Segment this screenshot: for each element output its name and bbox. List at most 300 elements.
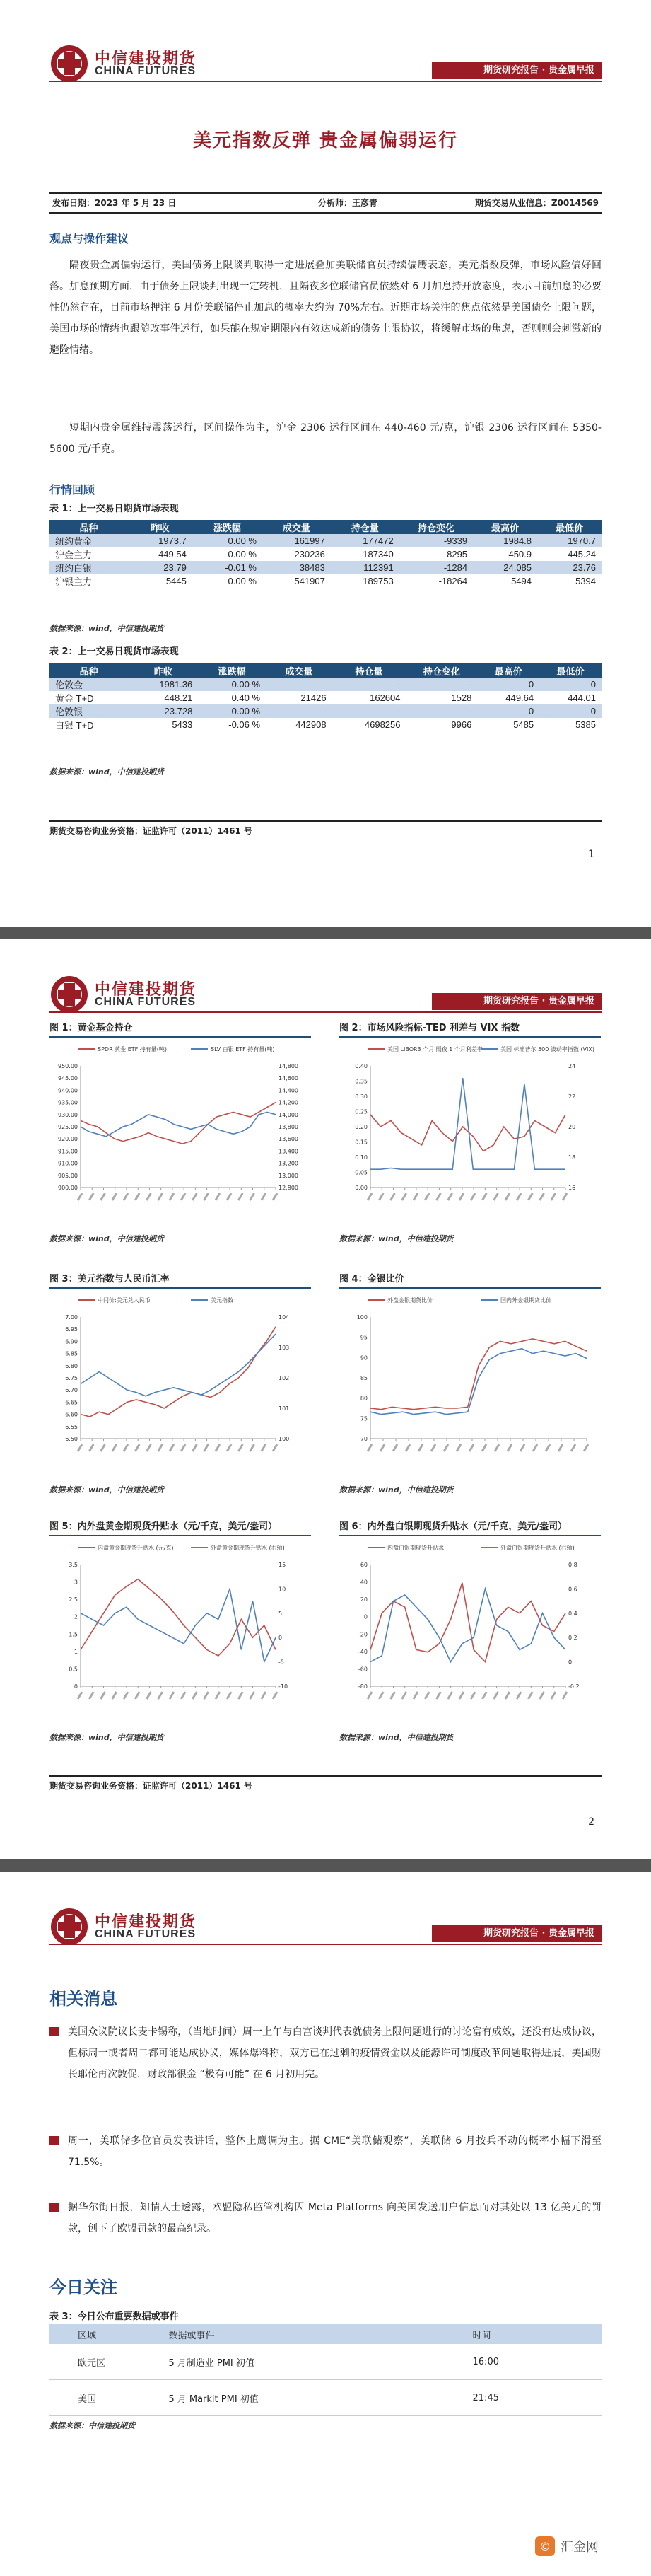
column-header: 持仓变化 xyxy=(399,520,473,534)
y2-tick-label: 13,800 xyxy=(278,1124,298,1130)
y-tick-label: 0.25 xyxy=(355,1108,368,1115)
chart-source: 数据来源：wind，中信建投期货 xyxy=(339,1234,454,1243)
y-tick-label: 905.00 xyxy=(58,1172,78,1179)
table-cell: 23.728 xyxy=(128,704,198,718)
x-tick-label-glyph xyxy=(227,1193,231,1200)
y-tick-label: 0.30 xyxy=(355,1093,368,1100)
table-cell: 1973.7 xyxy=(128,534,192,547)
table-cell: 162604 xyxy=(370,692,401,703)
x-tick-label-glyph xyxy=(112,1692,117,1699)
column-header: 最高价 xyxy=(477,663,539,678)
y-tick-label: 20 xyxy=(360,1596,368,1603)
table-row xyxy=(49,678,602,691)
y-tick-label: 0.15 xyxy=(355,1139,368,1146)
table-cell: 230236 xyxy=(294,549,325,559)
chart-source: 数据来源：wind，中信建投期货 xyxy=(49,1733,164,1742)
x-tick-label-glyph xyxy=(158,1444,163,1451)
watermark-text: 汇金网 xyxy=(561,2540,599,2555)
y-tick-label: 940.00 xyxy=(58,1087,78,1094)
report-type-banner: 期货研究报告 · 贵金属早报 xyxy=(432,1925,602,1942)
x-tick-label-glyph xyxy=(170,1444,174,1451)
table2-title: 表 2：上一交易日现货市场表现 xyxy=(49,646,179,657)
y2-tick-label: 0 xyxy=(568,1659,573,1666)
chart-title: 图 6：内外盘白银期现货升贴水（元/千克，美元/盎司） xyxy=(339,1519,601,1536)
legend-label: 中间价:美元兑人民币 xyxy=(98,1297,151,1304)
table-cell: 美国 xyxy=(49,2380,140,2416)
events-table xyxy=(49,2324,602,2416)
x-tick-label-glyph xyxy=(250,1193,254,1200)
x-tick-label-glyph xyxy=(100,1193,105,1200)
y-tick-label: 6.85 xyxy=(65,1350,78,1357)
y-tick-label: 2 xyxy=(74,1613,78,1620)
x-tick-label-glyph xyxy=(448,1193,452,1200)
x-tick-label-glyph xyxy=(204,1692,209,1699)
x-tick-label-glyph xyxy=(436,1193,440,1200)
series-line-2 xyxy=(370,1349,587,1415)
y2-tick-label: 0.6 xyxy=(568,1586,577,1593)
x-tick-label-glyph xyxy=(216,1193,220,1200)
chart-plot xyxy=(339,1538,601,1729)
chart-5 xyxy=(49,1519,311,1753)
table-cell: - xyxy=(332,704,406,718)
legend-label: 国内外金银期货比价 xyxy=(500,1297,551,1304)
y-tick-label: 0.05 xyxy=(355,1169,368,1176)
svg-text:©: © xyxy=(539,2540,551,2553)
table-cell: 16:00 xyxy=(332,2344,602,2380)
y-tick-label: 6.55 xyxy=(65,1423,78,1430)
table-cell: 448.21 xyxy=(164,692,193,703)
section-title-view: 观点与操作建议 xyxy=(49,232,129,245)
x-tick-label-glyph xyxy=(457,1444,461,1451)
table3-title: 表 3：今日公布重要数据或事件 xyxy=(49,2311,179,2322)
company-logo-icon xyxy=(49,1907,89,1946)
header-divider xyxy=(49,1944,602,1945)
page-separator xyxy=(0,927,651,939)
x-tick-label-glyph xyxy=(584,1444,588,1451)
column-header: 持仓量 xyxy=(332,663,406,678)
report-type-banner: 期货研究报告 · 贵金属早报 xyxy=(432,62,602,79)
column-header: 时间 xyxy=(332,2324,602,2344)
y2-tick-label: 13,000 xyxy=(278,1172,298,1179)
table-cell: 541907 xyxy=(294,576,325,586)
y2-tick-label: 13,400 xyxy=(278,1148,298,1155)
table-cell: 4698256 xyxy=(364,719,401,730)
y-tick-label: 0.5 xyxy=(69,1666,78,1673)
analyst: 分析师：王彦青 xyxy=(318,198,378,208)
y2-tick-label: 22 xyxy=(568,1093,576,1100)
y-tick-label: 0.10 xyxy=(355,1154,368,1161)
y2-tick-label: 20 xyxy=(568,1124,576,1130)
series-line-2 xyxy=(370,1078,565,1169)
table2-source: 数据来源：wind，中信建投期货 xyxy=(49,767,164,777)
table-cell: 5 月制造业 PMI 初值 xyxy=(140,2344,331,2380)
x-tick-label-glyph xyxy=(425,1692,429,1699)
table-cell: 0 xyxy=(539,704,602,718)
chart-plot xyxy=(339,1039,601,1230)
x-tick-label-glyph xyxy=(482,1444,486,1451)
table-cell: 442908 xyxy=(295,719,327,730)
page-3 xyxy=(0,1872,651,2576)
paragraph-view-2: 短期内贵金属维持震荡运行，区间操作为主，沪金 2306 运行区间在 440-460 元/克，沪银 2306 运行区间在 5350-5600 元/千克。 xyxy=(49,422,602,455)
header-divider xyxy=(49,1011,602,1013)
x-tick-label-glyph xyxy=(170,1193,174,1200)
x-tick-label-glyph xyxy=(436,1692,440,1699)
y2-tick-label: 13,200 xyxy=(278,1160,298,1167)
x-tick-label-glyph xyxy=(170,1692,174,1699)
table-row xyxy=(49,2380,602,2416)
page-header xyxy=(49,44,602,81)
x-tick-label-glyph xyxy=(444,1444,448,1451)
brand-name-en: CHINA FUTURES xyxy=(95,1928,197,1940)
x-tick-label-glyph xyxy=(368,1444,372,1451)
y-tick-label: 6.80 xyxy=(65,1362,78,1369)
x-tick-label-glyph xyxy=(482,1692,486,1699)
table-cell: 449.64 xyxy=(505,692,534,703)
x-tick-label-glyph xyxy=(379,1692,383,1699)
series-line-2 xyxy=(370,1589,565,1661)
x-tick-label-glyph xyxy=(124,1444,128,1451)
legend-label: 外盘金银期货比价 xyxy=(387,1297,433,1304)
chart-6 xyxy=(339,1519,601,1753)
legend-label: 外盘黄金期现货升贴水 (右轴) xyxy=(211,1545,285,1551)
table-cell: 0.00 % xyxy=(192,534,262,547)
table-cell: 5433 xyxy=(172,719,193,730)
table-cell: 189753 xyxy=(363,576,394,586)
x-tick-label-glyph xyxy=(431,1444,435,1451)
x-tick-label-glyph xyxy=(517,1193,521,1200)
x-tick-label-glyph xyxy=(100,1692,105,1699)
y-tick-label: 1.5 xyxy=(69,1631,78,1638)
chart-source: 数据来源：wind，中信建投期货 xyxy=(49,1234,164,1243)
y2-tick-label: 12,800 xyxy=(278,1185,298,1191)
column-header: 持仓量 xyxy=(331,520,399,534)
table-cell: 黄金 T+D xyxy=(55,693,94,704)
x-tick-label-glyph xyxy=(459,1193,464,1200)
chart-source: 数据来源：wind，中信建投期货 xyxy=(49,1485,164,1495)
bullet-icon xyxy=(49,2203,59,2212)
y-tick-label: 935.00 xyxy=(58,1099,78,1106)
chart-plot xyxy=(339,1290,601,1481)
table-cell: 449.54 xyxy=(158,549,187,559)
table-cell: 0.40 % xyxy=(231,692,261,703)
y2-tick-label: 14,800 xyxy=(278,1063,298,1069)
x-tick-label-glyph xyxy=(546,1444,550,1451)
chart-source: 数据来源：wind，中信建投期货 xyxy=(339,1733,454,1742)
y2-tick-label: 14,000 xyxy=(278,1111,298,1118)
y-tick-label: 6.60 xyxy=(65,1411,78,1418)
x-tick-label-glyph xyxy=(238,1193,242,1200)
table-cell: 0.00 % xyxy=(228,576,257,586)
table-cell: 白银 T+D xyxy=(55,720,94,731)
x-tick-label-glyph xyxy=(135,1444,139,1451)
page-1 xyxy=(0,0,651,927)
x-tick-label-glyph xyxy=(482,1193,486,1200)
y-tick-label: 0.20 xyxy=(355,1124,368,1130)
table-cell: 450.9 xyxy=(508,549,532,559)
x-tick-label-glyph xyxy=(540,1692,544,1699)
x-tick-label-glyph xyxy=(471,1193,475,1200)
y2-tick-label: 0.8 xyxy=(568,1562,577,1568)
column-header: 成交量 xyxy=(262,520,331,534)
table-cell: 21426 xyxy=(300,692,327,703)
x-tick-label-glyph xyxy=(124,1193,128,1200)
chart-1 xyxy=(49,1021,311,1254)
company-logo-icon xyxy=(49,975,89,1014)
y-tick-label: 945.00 xyxy=(58,1075,78,1082)
table-cell: 沪银主力 xyxy=(55,576,93,587)
chart-2 xyxy=(339,1021,601,1254)
y2-tick-label: 18 xyxy=(568,1154,576,1161)
y-tick-label: 3.5 xyxy=(69,1562,78,1568)
page-header xyxy=(49,1907,602,1944)
table-row xyxy=(49,718,602,731)
x-tick-label-glyph xyxy=(471,1692,475,1699)
table-cell: 5 月 Markit PMI 初值 xyxy=(140,2380,331,2416)
table-cell: 5394 xyxy=(575,576,596,586)
table1-source: 数据来源：wind，中信建投期货 xyxy=(49,624,164,633)
table-cell: -0.01 % xyxy=(192,561,262,574)
chart-title: 图 4：金银比价 xyxy=(339,1272,601,1289)
table-cell: 0 xyxy=(477,704,539,718)
x-tick-label-glyph xyxy=(551,1692,556,1699)
y-tick-label: 6.65 xyxy=(65,1399,78,1406)
x-tick-label-glyph xyxy=(100,1444,105,1451)
table-cell: 5445 xyxy=(165,576,187,586)
y2-tick-label: 102 xyxy=(278,1375,290,1381)
table-cell: 0 xyxy=(539,678,602,691)
table-cell: - xyxy=(406,704,478,718)
x-tick-label-glyph xyxy=(227,1444,231,1451)
column-header: 持仓变化 xyxy=(406,663,478,678)
x-tick-label-glyph xyxy=(505,1193,510,1200)
page-header xyxy=(49,975,602,1011)
chart-4 xyxy=(339,1272,601,1505)
legend-label: 内盘白银期现货升贴水 xyxy=(387,1545,444,1551)
table-cell: 21:45 xyxy=(332,2380,602,2416)
y2-tick-label: -5 xyxy=(278,1659,284,1666)
y-tick-label: 915.00 xyxy=(58,1148,78,1155)
chart-3 xyxy=(49,1272,311,1505)
table-cell: 5485 xyxy=(513,719,534,730)
y2-tick-label: 0.2 xyxy=(568,1635,577,1642)
x-tick-label-glyph xyxy=(78,1692,82,1699)
y2-tick-label: 101 xyxy=(278,1405,290,1412)
table-cell: 5494 xyxy=(511,576,532,586)
section-title-news: 相关消息 xyxy=(49,1989,117,2009)
series-line-1 xyxy=(370,1583,565,1662)
y-tick-label: 40 xyxy=(360,1579,368,1586)
series-line-1 xyxy=(81,1103,276,1144)
x-tick-label-glyph xyxy=(425,1193,429,1200)
x-tick-label-glyph xyxy=(78,1444,82,1451)
y-tick-label: 0 xyxy=(74,1683,78,1690)
series-line-1 xyxy=(81,1327,276,1417)
table-cell: 0.00 % xyxy=(198,678,266,691)
page-separator xyxy=(0,1859,651,1872)
company-logo-icon xyxy=(49,44,89,83)
table-row xyxy=(49,561,602,574)
table-cell: 1981.36 xyxy=(128,678,198,691)
chart-plot xyxy=(49,1538,311,1729)
brand-name-en: CHINA FUTURES xyxy=(95,65,197,77)
futures-table xyxy=(49,520,602,588)
y-tick-label: 0.35 xyxy=(355,1078,368,1085)
x-tick-label-glyph xyxy=(135,1692,139,1699)
page-number: 2 xyxy=(588,1816,594,1828)
y-tick-label: 75 xyxy=(360,1415,368,1422)
legend-label: 美国 标准普尔 500 波动率指数 (VIX) xyxy=(500,1046,594,1052)
column-header: 昨收 xyxy=(128,520,192,534)
x-tick-label-glyph xyxy=(273,1692,277,1699)
y-tick-label: 6.70 xyxy=(65,1387,78,1394)
y-tick-label: 7.00 xyxy=(65,1314,78,1321)
x-tick-label-glyph xyxy=(192,1444,197,1451)
table-cell: 187340 xyxy=(363,549,394,559)
y-tick-label: 2.5 xyxy=(69,1596,78,1603)
y-tick-label: 1 xyxy=(74,1648,78,1655)
y2-tick-label: -10 xyxy=(278,1683,288,1690)
brand-name-cn: 中信建投期货 xyxy=(95,981,197,999)
news-item-1: 美国众议院议长麦卡锡称，（当地时间）周一上午与白宫谈判代表就债务上限问题进行的讨论富有成效，还没有达成协议，但标周一或者周二都可能达成协议，媒体爆料称，双方已在过剩的疫情资金以及能源许可制度改革问题取得进展，美国财长耶伦再次敦促，财政部很金 “极有可能” 在 6 月初用完。 xyxy=(49,2021,602,2085)
x-tick-label-glyph xyxy=(216,1692,220,1699)
x-tick-label-glyph xyxy=(540,1193,544,1200)
y2-tick-label: 16 xyxy=(568,1185,576,1191)
y-tick-label: 90 xyxy=(360,1354,368,1362)
column-header: 最低价 xyxy=(537,520,602,534)
x-tick-label-glyph xyxy=(469,1444,474,1451)
table-cell: 5385 xyxy=(575,719,596,730)
legend-label: 内盘黄金期现货升贴水 (元/克) xyxy=(98,1545,174,1551)
table-cell: 445.24 xyxy=(568,549,596,559)
table-cell: 1528 xyxy=(451,692,472,703)
table-cell: 伦敦银 xyxy=(49,704,128,718)
news-item-2: 周一，美联储多位官员发表讲话，整体上鹰调为主。据 CME“美联储观察”，美联储 6 月按兵不动的概率小幅下滑至 71.5%。 xyxy=(49,2130,602,2173)
watermark-logo-icon xyxy=(534,2532,626,2560)
y-tick-label: 60 xyxy=(360,1562,368,1568)
x-tick-label-glyph xyxy=(262,1444,266,1451)
table-cell: 沪金主力 xyxy=(55,550,93,560)
table-cell: 1984.8 xyxy=(473,534,537,547)
column-header: 最高价 xyxy=(473,520,537,534)
x-tick-label-glyph xyxy=(204,1193,209,1200)
legend-label: 外盘白银期现货升贴水 (右轴) xyxy=(500,1545,575,1551)
table-cell: 444.01 xyxy=(568,692,596,703)
column-header: 涨跌幅 xyxy=(198,663,266,678)
y-tick-label: 950.00 xyxy=(58,1063,78,1069)
x-tick-label-glyph xyxy=(402,1692,406,1699)
x-tick-label-glyph xyxy=(406,1444,410,1451)
column-header: 区域 xyxy=(49,2324,140,2344)
y-tick-label: 0.40 xyxy=(355,1063,368,1069)
chart-plot xyxy=(49,1039,311,1230)
table-cell: 23.76 xyxy=(537,561,602,574)
y2-tick-label: 14,400 xyxy=(278,1087,298,1094)
y-tick-label: 920.00 xyxy=(58,1136,78,1143)
table-cell: 纽约黄金 xyxy=(49,534,128,547)
news-item-3: 据华尔街日报，知情人士透露，欧盟隐私监管机构因 Meta Platforms 向美国发送用户信息而对其处以 13 亿美元的罚款，创下了欧盟罚款的最高纪录。 xyxy=(49,2197,602,2239)
table-cell: 0 xyxy=(477,678,539,691)
table3-source: 数据来源：中信建投期货 xyxy=(49,2421,135,2430)
table-cell: 112391 xyxy=(331,561,399,574)
publish-date: 发布日期：2023 年 5 月 23 日 xyxy=(52,198,177,208)
x-tick-label-glyph xyxy=(528,1193,532,1200)
x-tick-label-glyph xyxy=(227,1692,231,1699)
y-tick-label: 900.00 xyxy=(58,1185,78,1191)
x-tick-label-glyph xyxy=(146,1193,151,1200)
y-tick-label: 6.75 xyxy=(65,1375,78,1381)
x-tick-label-glyph xyxy=(181,1692,185,1699)
x-tick-label-glyph xyxy=(393,1444,397,1451)
y2-tick-label: 14,200 xyxy=(278,1099,298,1106)
bullet-icon xyxy=(49,2027,59,2036)
column-header: 最低价 xyxy=(539,663,602,678)
y-tick-label: 910.00 xyxy=(58,1160,78,1167)
brand-name-cn: 中信建投期货 xyxy=(95,50,197,68)
y2-tick-label: 24 xyxy=(568,1063,576,1069)
x-tick-label-glyph xyxy=(158,1692,163,1699)
x-tick-label-glyph xyxy=(192,1692,197,1699)
x-tick-label-glyph xyxy=(273,1193,277,1200)
x-tick-label-glyph xyxy=(124,1692,128,1699)
spot-table xyxy=(49,663,602,731)
table-row xyxy=(49,574,602,588)
header-divider xyxy=(49,81,602,82)
y-tick-label: 6.50 xyxy=(65,1436,78,1442)
x-tick-label-glyph xyxy=(204,1444,209,1451)
x-tick-label-glyph xyxy=(448,1692,452,1699)
table-header-row xyxy=(49,2324,602,2344)
x-tick-label-glyph xyxy=(89,1692,93,1699)
y-tick-label: 80 xyxy=(360,1395,368,1402)
y-tick-label: 925.00 xyxy=(58,1124,78,1130)
column-header: 数据或事件 xyxy=(140,2324,331,2344)
column-header: 品种 xyxy=(49,663,128,678)
table-cell: 9966 xyxy=(451,719,472,730)
y2-tick-label: 14,600 xyxy=(278,1075,298,1082)
series-line-1 xyxy=(370,1339,587,1410)
table-cell: -18264 xyxy=(438,576,468,586)
x-tick-label-glyph xyxy=(380,1444,385,1451)
chart-source: 数据来源：wind，中信建投期货 xyxy=(339,1485,454,1495)
x-tick-label-glyph xyxy=(250,1692,254,1699)
page-number: 1 xyxy=(588,849,594,860)
report-title: 美元指数反弹 贵金属偏弱运行 xyxy=(192,130,459,151)
column-header: 昨收 xyxy=(128,663,198,678)
y2-tick-label: 15 xyxy=(278,1562,286,1568)
x-tick-label-glyph xyxy=(508,1444,512,1451)
x-tick-label-glyph xyxy=(563,1692,567,1699)
table-cell: 0.00 % xyxy=(228,549,257,559)
table-cell: -0.06 % xyxy=(228,719,261,730)
table-cell: 177472 xyxy=(331,534,399,547)
column-header: 品种 xyxy=(49,520,128,534)
y-tick-label: 70 xyxy=(360,1436,368,1442)
table-cell: 38483 xyxy=(262,561,331,574)
table-cell: -1284 xyxy=(399,561,473,574)
series-line-2 xyxy=(81,1334,276,1396)
x-tick-label-glyph xyxy=(146,1692,151,1699)
x-tick-label-glyph xyxy=(89,1444,93,1451)
chart-plot xyxy=(49,1290,311,1481)
x-tick-label-glyph xyxy=(520,1444,524,1451)
y2-tick-label: 100 xyxy=(278,1436,290,1442)
y2-tick-label: 13,600 xyxy=(278,1136,298,1143)
x-tick-label-glyph xyxy=(135,1193,139,1200)
legend-label: SLV 白银 ETF 持有量(吨) xyxy=(211,1046,275,1052)
page-footer: 期货交易咨询业务资格：证监许可（2011）1461 号 xyxy=(49,1775,602,1795)
x-tick-label-glyph xyxy=(571,1444,575,1451)
x-tick-label-glyph xyxy=(558,1444,563,1451)
